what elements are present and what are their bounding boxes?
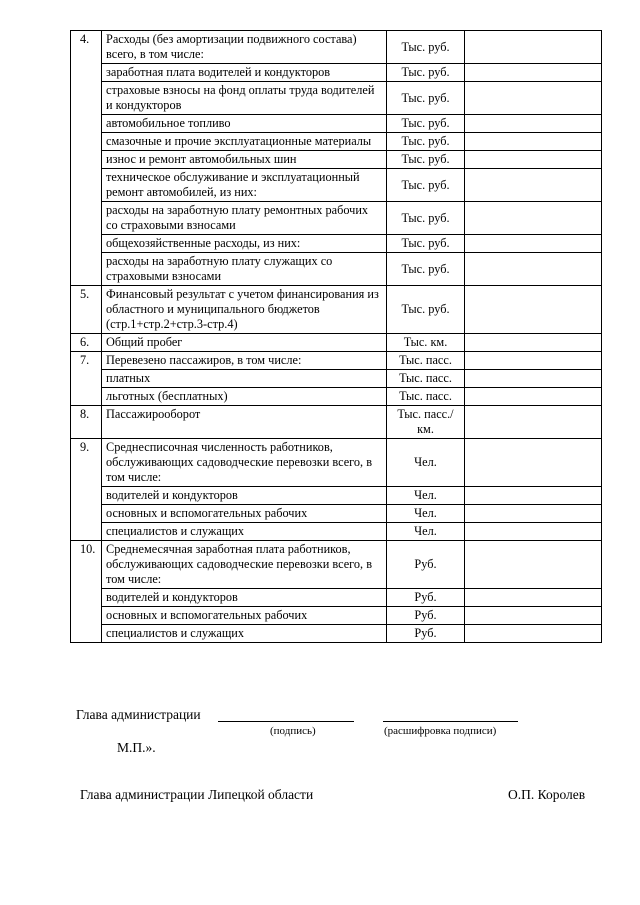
- row-value: [465, 151, 602, 169]
- row-value: [465, 388, 602, 406]
- table-row: [71, 625, 602, 643]
- row-unit: Тыс. руб.: [387, 115, 465, 133]
- row-label: Перевезено пассажиров, в том числе:: [102, 352, 387, 370]
- row-value: [465, 406, 602, 439]
- row-number: 6.: [71, 334, 102, 352]
- row-value: [465, 115, 602, 133]
- row-label: расходы на заработную плату ремонтных рабочих со страховыми взносами: [102, 202, 387, 235]
- row-value: [465, 541, 602, 589]
- row-value: [465, 487, 602, 505]
- table-row: [71, 64, 602, 82]
- row-unit: Чел.: [387, 487, 465, 505]
- table-body: [71, 31, 602, 643]
- row-unit: Чел.: [387, 439, 465, 487]
- row-unit: Тыс. км.: [387, 334, 465, 352]
- row-label: страховые взносы на фонд оплаты труда водителей и кондукторов: [102, 82, 387, 115]
- head-signature-label: Глава администрации: [76, 707, 201, 722]
- table-row: [71, 541, 602, 589]
- row-unit: Руб.: [387, 625, 465, 643]
- table-row: [71, 133, 602, 151]
- row-label: Пассажирооборот: [102, 406, 387, 439]
- row-unit: Тыс. пасс.: [387, 388, 465, 406]
- row-value: [465, 625, 602, 643]
- decode-caption: (расшифровка подписи): [384, 725, 497, 737]
- table-row: [71, 523, 602, 541]
- row-unit: Тыс. пасс.: [387, 352, 465, 370]
- row-number: 8.: [71, 406, 102, 439]
- row-label: водителей и кондукторов: [102, 487, 387, 505]
- row-unit: Чел.: [387, 523, 465, 541]
- row-label: Финансовый результат с учетом финансирования из областного и муниципального бюджетов (стр.1+стр.2+стр.3-стр.4): [102, 286, 387, 334]
- table-row: [71, 151, 602, 169]
- row-label: специалистов и служащих: [102, 523, 387, 541]
- table-row: [71, 439, 602, 487]
- row-number: 9.: [71, 439, 102, 541]
- row-unit: Тыс. руб.: [387, 151, 465, 169]
- row-unit: Чел.: [387, 505, 465, 523]
- table-row: [71, 589, 602, 607]
- report-table: [70, 30, 602, 643]
- row-unit: Руб.: [387, 541, 465, 589]
- row-value: [465, 505, 602, 523]
- row-value: [465, 133, 602, 151]
- row-label: расходы на заработную плату служащих со страховыми взносами: [102, 253, 387, 286]
- row-number: 10.: [71, 541, 102, 643]
- row-label: общехозяйственные расходы, из них:: [102, 235, 387, 253]
- row-value: [465, 370, 602, 388]
- row-unit: Тыс. пасс./км.: [387, 406, 465, 439]
- row-value: [465, 31, 602, 64]
- row-label: заработная плата водителей и кондукторов: [102, 64, 387, 82]
- row-unit: Тыс. руб.: [387, 31, 465, 64]
- row-value: [465, 64, 602, 82]
- row-value: [465, 235, 602, 253]
- table-row: [71, 286, 602, 334]
- row-unit: Тыс. пасс.: [387, 370, 465, 388]
- row-unit: Тыс. руб.: [387, 202, 465, 235]
- row-value: [465, 439, 602, 487]
- row-unit: Руб.: [387, 589, 465, 607]
- stamp-mark: М.П.».: [117, 740, 156, 755]
- row-value: [465, 352, 602, 370]
- row-value: [465, 202, 602, 235]
- table-row: [71, 31, 602, 64]
- table-row: [71, 115, 602, 133]
- row-number: 7.: [71, 352, 102, 406]
- table-row: [71, 202, 602, 235]
- row-label: Расходы (без амортизации подвижного состава) всего, в том числе:: [102, 31, 387, 64]
- row-value: [465, 607, 602, 625]
- row-value: [465, 82, 602, 115]
- table-row: [71, 334, 602, 352]
- row-label: специалистов и служащих: [102, 625, 387, 643]
- table-row: [71, 82, 602, 115]
- row-unit: Тыс. руб.: [387, 133, 465, 151]
- row-unit: Тыс. руб.: [387, 82, 465, 115]
- table-row: [71, 406, 602, 439]
- row-label: Среднемесячная заработная плата работников, обслуживающих садоводческие перевозки всего, в том числе:: [102, 541, 387, 589]
- row-value: [465, 334, 602, 352]
- table-row: [71, 370, 602, 388]
- row-unit: Тыс. руб.: [387, 64, 465, 82]
- footer-position: Глава администрации Липецкой области: [80, 787, 314, 802]
- row-label: Общий пробег: [102, 334, 387, 352]
- row-unit: Тыс. руб.: [387, 235, 465, 253]
- footer-name: О.П. Королев: [508, 787, 586, 802]
- row-label: водителей и кондукторов: [102, 589, 387, 607]
- table-row: [71, 235, 602, 253]
- table-row: [71, 487, 602, 505]
- row-label: автомобильное топливо: [102, 115, 387, 133]
- row-unit: Тыс. руб.: [387, 286, 465, 334]
- row-label: смазочные и прочие эксплуатационные материалы: [102, 133, 387, 151]
- table-row: [71, 505, 602, 523]
- row-label: основных и вспомогательных рабочих: [102, 607, 387, 625]
- row-value: [465, 253, 602, 286]
- row-number: 4.: [71, 31, 102, 286]
- row-unit: Тыс. руб.: [387, 253, 465, 286]
- row-value: [465, 286, 602, 334]
- row-label: основных и вспомогательных рабочих: [102, 505, 387, 523]
- row-label: техническое обслуживание и эксплуатационный ремонт автомобилей, из них:: [102, 169, 387, 202]
- row-label: льготных (бесплатных): [102, 388, 387, 406]
- row-label: износ и ремонт автомобильных шин: [102, 151, 387, 169]
- signature-caption: (подпись): [270, 725, 316, 737]
- signature-line: [218, 721, 354, 722]
- row-value: [465, 523, 602, 541]
- table-row: [71, 352, 602, 370]
- table-row: [71, 607, 602, 625]
- row-value: [465, 169, 602, 202]
- row-label: платных: [102, 370, 387, 388]
- table-row: [71, 169, 602, 202]
- table-row: [71, 388, 602, 406]
- row-label: Среднесписочная численность работников, обслуживающих садоводческие перевозки всего, в том числе:: [102, 439, 387, 487]
- decode-line: [383, 721, 518, 722]
- table-row: [71, 253, 602, 286]
- row-number: 5.: [71, 286, 102, 334]
- row-unit: Тыс. руб.: [387, 169, 465, 202]
- row-unit: Руб.: [387, 607, 465, 625]
- row-value: [465, 589, 602, 607]
